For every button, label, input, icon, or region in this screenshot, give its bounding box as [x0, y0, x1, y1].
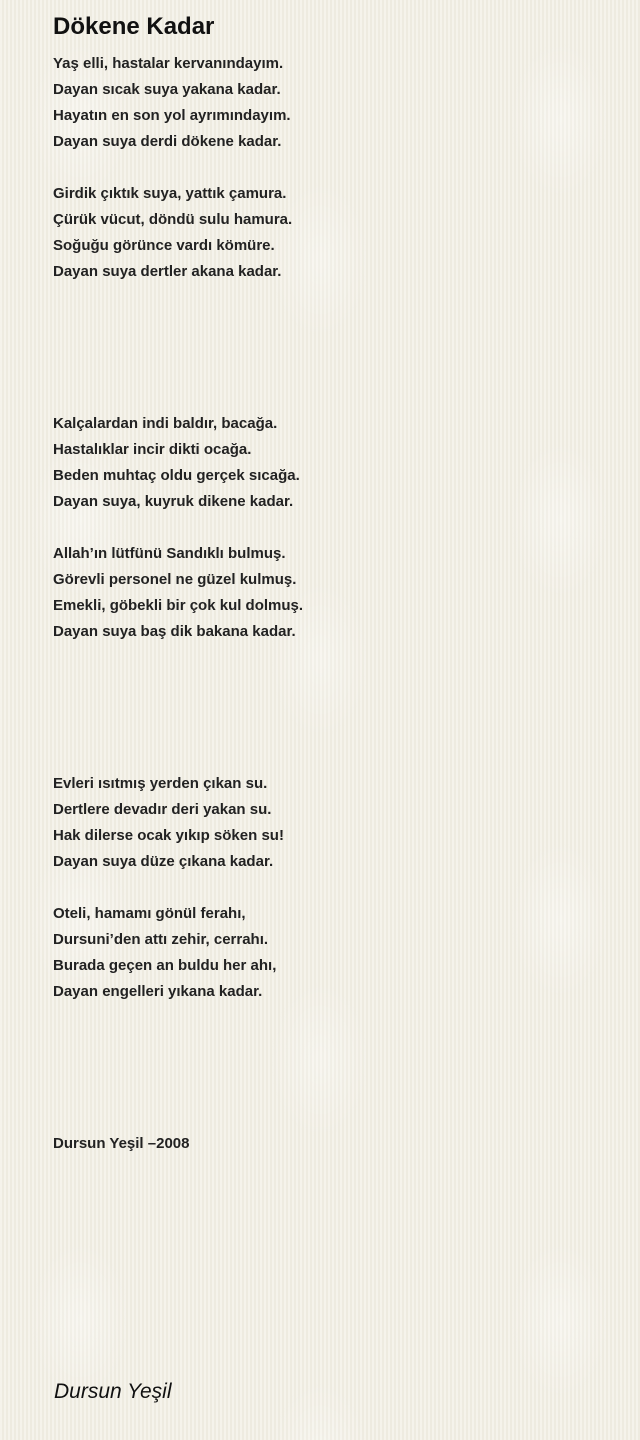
poem-line: Çürük vücut, döndü sulu hamura.	[53, 211, 293, 228]
poem-line: Hastalıklar incir dikti ocağa.	[53, 441, 252, 458]
stanza	[53, 771, 284, 875]
poem-line: Hayatın en son yol ayrımındayım.	[53, 107, 291, 124]
poem-line: Dayan suya, kuyruk dikene kadar.	[53, 493, 294, 510]
stanza	[53, 541, 303, 645]
poem-line: Emekli, göbekli bir çok kul dolmuş.	[53, 597, 304, 614]
stanza	[53, 411, 300, 515]
poem-title: Dökene Kadar	[53, 13, 215, 40]
poem-line: Oteli, hamamı gönül ferahı,	[53, 905, 246, 922]
poem-line: Dayan suya baş dik bakana kadar.	[53, 623, 296, 640]
poem-line: Burada geçen an buldu her ahı,	[53, 957, 277, 974]
poem-line: Hak dilerse ocak yıkıp söken su!	[53, 827, 284, 844]
stanza	[53, 51, 291, 155]
poem-line: Yaş elli, hastalar kervanındayım.	[53, 55, 284, 72]
poem-line: Dayan sıcak suya yakana kadar.	[53, 81, 281, 98]
stanza	[53, 901, 276, 1005]
poem-line: Girdik çıktık suya, yattık çamura.	[53, 185, 287, 202]
poem-line: Dayan suya derdi dökene kadar.	[53, 133, 282, 150]
author-name: Dursun Yeşil	[54, 1380, 172, 1403]
poem-line: Dertlere devadır deri yakan su.	[53, 801, 272, 818]
poem-line: Soğuğu görünce vardı kömüre.	[53, 237, 275, 254]
poem-line: Dayan suya dertler akana kadar.	[53, 263, 282, 280]
poem-line: Evleri ısıtmış yerden çıkan su.	[53, 775, 268, 792]
poem-line: Beden muhtaç oldu gerçek sıcağa.	[53, 467, 300, 484]
poem-line: Allah’ın lütfünü Sandıklı bulmuş.	[53, 545, 286, 562]
poem-signature: Dursun Yeşil –2008	[53, 1135, 190, 1152]
stanza	[53, 181, 292, 285]
poem-line: Dayan engelleri yıkana kadar.	[53, 983, 263, 1000]
poem-line: Dayan suya düze çıkana kadar.	[53, 853, 274, 870]
poem-line: Dursuni’den attı zehir, cerrahı.	[53, 931, 269, 948]
poem-line: Kalçalardan indi baldır, bacağa.	[53, 415, 278, 432]
poem-line: Görevli personel ne güzel kulmuş.	[53, 571, 297, 588]
